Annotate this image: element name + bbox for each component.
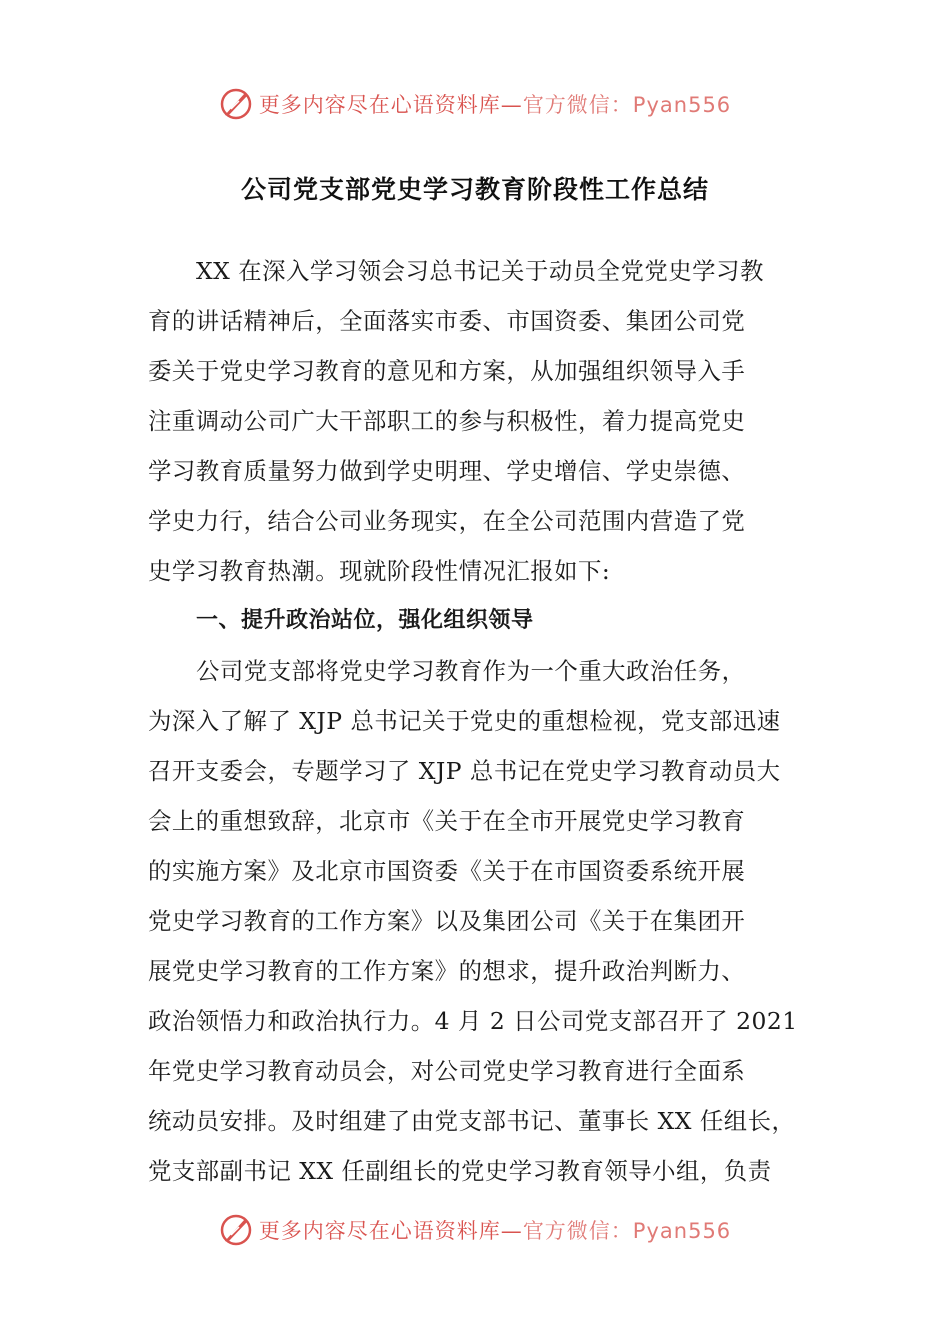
quill-logo-icon: [219, 87, 253, 121]
body-line: XX 在深入学习领会习总书记关于动员全党党史学习教: [196, 257, 764, 285]
body-line: 召开支委会，专题学习了 XJP 总书记在党史学习教育动员大: [148, 757, 781, 785]
watermark-contact-text: 官方微信：Pyan556: [522, 93, 732, 117]
watermark-contact-text: 官方微信：Pyan556: [522, 1219, 732, 1243]
body-line: 政治领悟力和政治执行力。4 月 2 日公司党支部召开了 2021: [148, 1007, 798, 1035]
body-line: 党史学习教育的工作方案》以及集团公司《关于在集团开: [148, 907, 746, 935]
body-line: 学习教育质量努力做到学史明理、学史增信、学史崇德、: [148, 457, 746, 485]
watermark-main-text: 更多内容尽在心语资料库—: [258, 93, 523, 117]
body-line: 注重调动公司广大干部职工的参与积极性，着力提高党史: [148, 407, 746, 435]
document-title: 公司党支部党史学习教育阶段性工作总结: [240, 175, 709, 204]
section-heading: 一、提升政治站位，强化组织领导: [196, 608, 534, 633]
body-line: 史学习教育热潮。现就阶段性情况汇报如下:: [148, 557, 611, 585]
body-line: 育的讲话精神后，全面落实市委、市国资委、集团公司党: [148, 307, 746, 335]
body-line: 会上的重想致辞，北京市《关于在全市开展党史学习教育: [148, 807, 746, 835]
watermark-main-text: 更多内容尽在心语资料库—: [258, 1219, 523, 1243]
body-line: 的实施方案》及北京市国资委《关于在市国资委系统开展: [148, 857, 746, 885]
footer-watermark: [0, 1208, 950, 1252]
body-line: 展党史学习教育的工作方案》的想求，提升政治判断力、: [148, 957, 746, 985]
body-line: 党支部副书记 XX 任副组长的党史学习教育领导小组，负责: [148, 1157, 772, 1185]
quill-logo-icon: [219, 1213, 253, 1247]
body-line: 学史力行，结合公司业务现实，在全公司范围内营造了党: [148, 507, 746, 535]
body-line: 公司党支部将党史学习教育作为一个重大政治任务，: [196, 657, 746, 685]
body-line: 统动员安排。及时组建了由党支部书记、董事长 XX 任组长，: [148, 1107, 796, 1135]
document-body: [148, 246, 818, 1196]
header-watermark: [0, 82, 950, 126]
body-line: 委关于党史学习教育的意见和方案，从加强组织领导入手: [148, 357, 746, 385]
body-line: 年党史学习教育动员会，对公司党史学习教育进行全面系: [148, 1057, 746, 1085]
body-line: 为深入了解了 XJP 总书记关于党史的重想检视，党支部迅速: [148, 707, 781, 735]
